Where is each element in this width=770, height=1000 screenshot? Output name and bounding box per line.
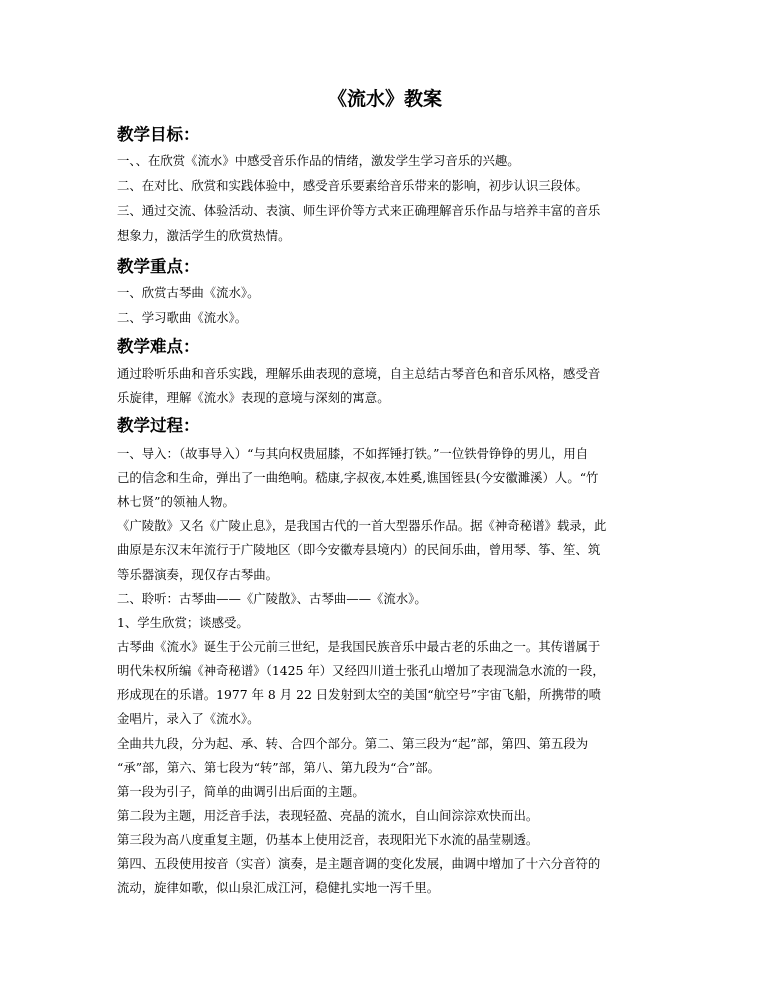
paragraph-line: 曲原是东汉末年流行于广陵地区（即今安徽寿县境内）的民间乐曲，曾用琴、筝、笙、筑: [117, 542, 601, 557]
paragraph-line: 第三段为高八度重复主题，仍基本上使用泛音，表现阳光下水流的晶莹剔透。: [117, 832, 539, 847]
paragraph-line: 等乐器演奏，现仅存古琴曲。: [117, 567, 279, 582]
paragraph-line: 己的信念和生命，弹出了一曲绝响。嵇康,字叔夜,本姓奚,谯国铚县(今安徽濉溪）人。“竹: [117, 470, 599, 485]
paragraph-line: 二、学习歌曲《流水》。: [117, 310, 248, 325]
paragraph-line: 金唱片，录入了《流水》。: [117, 711, 260, 726]
paragraph-line: 一、导入：（故事导入）“与其向权贵屈膝，不如挥锤打铁。”一位铁骨铮铮的男儿，用自: [117, 446, 589, 461]
paragraph-line: 流动，旋律如歌，似山泉汇成江河，稳健扎实地一泻千里。: [117, 880, 440, 895]
paragraph-line: 《广陵散》又名《广陵止息》，是我国古代的一首大型器乐作品。据《神奇秘谱》载录，此: [117, 518, 607, 533]
paragraph-line: 一、、在欣赏《流水》中感受音乐作品的情绪，激发学生学习音乐的兴趣。: [117, 153, 520, 168]
section-heading-objectives: 教学目标：: [117, 125, 200, 144]
paragraph-line: “承”部，第六、第七段为“转”部，第八、第九段为“合”部。: [117, 760, 440, 775]
paragraph-line: 全曲共九段，分为起、承、转、合四个部分。第二、第三段为“起”部，第四、第五段为: [117, 736, 589, 751]
paragraph-line: 想象力，激活学生的欣赏热情。: [117, 228, 291, 243]
paragraph-line: 林七贤”的领袖人物。: [117, 494, 235, 509]
section-heading-difficulties: 教学难点：: [117, 337, 200, 356]
section-heading-process: 教学过程：: [117, 416, 200, 435]
paragraph-line: 通过聆听乐曲和音乐实践，理解乐曲表现的意境，自主总结古琴音色和音乐风格，感受音: [117, 366, 601, 381]
paragraph-line: 三、通过交流、体验活动、表演、师生评价等方式来正确理解音乐作品与培养丰富的音乐: [117, 203, 601, 218]
paragraph-line: 明代朱权所编《神奇秘谱》（1425 年）又经四川道士张孔山增加了表现湍急水流的一段，: [117, 663, 605, 678]
paragraph-line: 形成现在的乐谱。1977 年 8 月 22 日发射到太空的美国“航空号”宇宙飞船，所携带的喷: [117, 687, 602, 702]
page-title: 《流水》教案: [327, 88, 442, 110]
paragraph-line: 一、欣赏古琴曲《流水》。: [117, 285, 260, 300]
paragraph-line: 第一段为引子，简单的曲调引出后面的主题。: [117, 784, 365, 799]
paragraph-line: 1、学生欣赏；谈感受。: [117, 615, 249, 630]
paragraph-line: 古琴曲《流水》诞生于公元前三世纪，是我国民族音乐中最古老的乐曲之一。其传谱属于: [117, 639, 601, 654]
paragraph-line: 二、在对比、欣赏和实践体验中，感受音乐要素给音乐带来的影响，初步认识三段体。: [117, 178, 588, 193]
paragraph-line: 乐旋律，理解《流水》表现的意境与深刻的寓意。: [117, 390, 390, 405]
section-heading-key-points: 教学重点：: [117, 257, 200, 276]
paragraph-line: 二、聆听：古琴曲——《广陵散》、古琴曲——《流水》。: [117, 591, 427, 606]
paragraph-line: 第四、五段使用按音（实音）演奏，是主题音调的变化发展，曲调中增加了十六分音符的: [117, 856, 601, 871]
paragraph-line: 第二段为主题，用泛音手法，表现轻盈、亮晶的流水，自山间淙淙欢快而出。: [117, 808, 539, 823]
